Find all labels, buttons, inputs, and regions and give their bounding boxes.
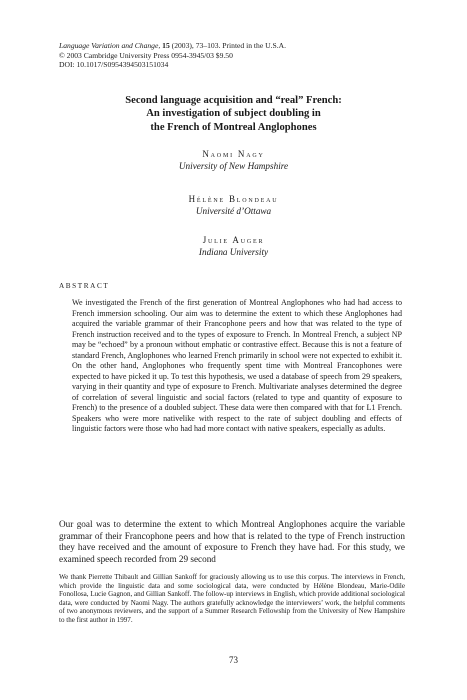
author-block [60,193,407,217]
title-line-3: the French of Montreal Anglophones [150,121,317,133]
author-name: Naomi Nagy [202,149,265,159]
title-line-2: An investigation of subject doubling in [146,108,321,120]
author-name: Julie Auger [202,235,265,245]
journal-header [59,41,419,70]
author-block [60,148,407,172]
journal-citation-line [59,41,419,51]
author-affiliation: Université d’Ottawa [195,206,272,216]
author-name: Hélène Blondeau [188,194,279,204]
author-block [60,234,407,258]
copyright-line: © 2003 Cambridge University Press 0954-3945/03 $9.50 [59,50,233,60]
abstract-text: We investigated the French of the first generation of Montreal Anglophones who had had access to French immersion schooling. Our aim was to determine the extent to which these Anglophones had acquired the variable grammar of their Francophone peers and how that was related to the type of French instruction received and to the types of exposure to French. In Montreal French, a subject NP may be “echoed” by a pronoun without emphatic or contrastive effect. Because this is not a feature of standard French, Anglophones who learned French primarily in school were not expected to exhibit it. On the other hand, Anglophones who frequently spent time with Montreal Francophones were expected to have picked it up. To test this hypothesis, we used a database of speech from 29 speakers, varying in their quantity and type of exposure to French. Multivariate analyses determined the degree of correlation of several linguistic and social factors (related to type and quantity of exposure to French) to the presence of a doubled subject. These data were then compared with that for L1 French. Speakers who were more nativelike with respect to the rate of subject doubling and effects of linguistic factors were those who had had more contact with native speakers, especially as adults. [72,298,402,433]
journal-issue-info: (2003), 73–103. Printed in the U.S.A. [171,41,286,50]
doi-line: DOI: 10.1017/S0954394503151034 [59,60,169,70]
abstract-heading: ABSTRACT [59,282,110,290]
author-affiliation: Indiana University [198,247,269,257]
journal-volume: 15 [162,41,170,50]
journal-name: Language Variation and Change, [59,41,161,50]
body-paragraph: Our goal was to determine the extent to which Montreal Anglophones acquire the variable grammar of their Francophone peers and how that is related to the type of French instruction they have received and the amount of exposure to French they have had. For this study, we examined speech recorded from 29 second [59,519,405,564]
page-number: 73 [229,655,238,665]
title-line-1: Second language acquisition and “real” French: [125,95,342,106]
article-title [60,94,407,134]
acknowledgment-footnote: We thank Pierrette Thibault and Gillian Sankoff for graciously allowing us to use this corpus. The interviews in French, which provide the linguistic data and some sociological data, were conducted by Hélène Blondeau, Marie-Odile Fonollosa, Lucie Gagnon, and Gillian Sankoff. The follow-up interviews in English, which provide additional sociological data, were conducted by Naomi Nagy. The authors gratefully acknowledge the interviewers’ work, the helpful comments of two anonymous reviewers, and the support of a Summer Research Fellowship from the University of New Hampshire to the first author in 1997. [59,573,405,624]
author-affiliation: University of New Hampshire [178,161,289,171]
